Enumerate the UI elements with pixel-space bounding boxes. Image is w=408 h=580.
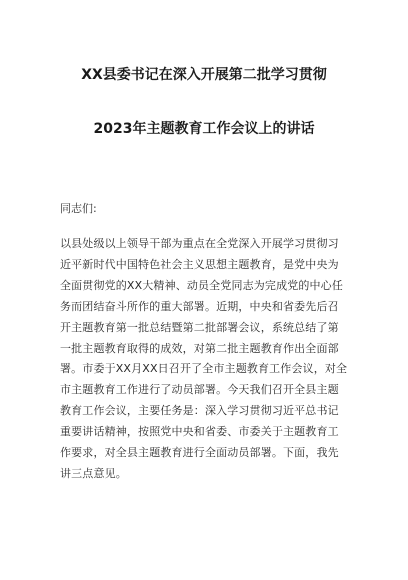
body-line: 务而团结奋斗所作的重大部署。近期，中央和省委先后召 — [60, 299, 339, 313]
body-line: 近平新时代中国特色社会主义思想主题教育，是党中央为 — [60, 257, 339, 271]
salutation: 同志们: — [60, 202, 97, 215]
document-title-line-1: XX县委书记在深入开展第二批学习贯彻 — [81, 67, 327, 83]
document-title-line-2: 2023年主题教育工作会议上的讲话 — [93, 121, 315, 137]
body-line: 作要求，对全县主题教育进行全面动员部署。下面，我先 — [60, 446, 339, 460]
body-line: 教育工作会议，主要任务是：深入学习贯彻习近平总书记 — [60, 404, 339, 418]
body-line: 一批主题教育取得的成效，对第二批主题教育作出全面部 — [60, 341, 339, 355]
body-paragraph — [60, 234, 352, 485]
body-line: 署。市委于XX月XX日召开了全市主题教育工作会议，对全 — [60, 362, 348, 376]
body-line: 全面贯彻党的XX大精神、动员全党同志为完成党的中心任 — [60, 278, 343, 292]
body-line: 市主题教育工作进行了动员部署。今天我们召开全县主题 — [60, 383, 339, 397]
body-line: 讲三点意见。 — [60, 466, 127, 480]
body-line: 以县处级以上领导干部为重点在全党深入开展学习贯彻习 — [60, 237, 339, 250]
body-line: 开主题教育第一批总结暨第二批部署会议，系统总结了第 — [60, 320, 339, 334]
body-line: 重要讲话精神，按照党中央和省委、市委关于主题教育工 — [60, 425, 339, 439]
